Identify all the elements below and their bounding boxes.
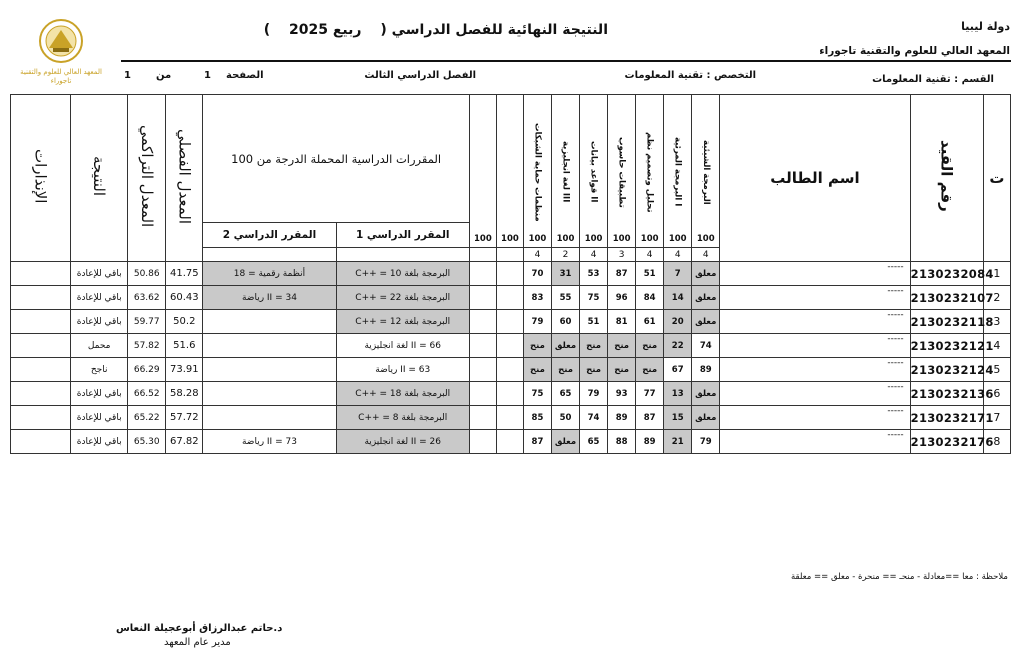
cell-grade-subject-2: 13: [664, 382, 692, 406]
header-index: [983, 95, 1010, 262]
subject-5-name: قواعد بيانات II: [588, 141, 599, 203]
cell-grade-subject-3: 89: [636, 430, 664, 454]
cell-grade-subject-3: 61: [636, 310, 664, 334]
cell-result: باقي للإعادة: [71, 262, 128, 286]
cell-reg-no: 2130232124: [910, 358, 983, 382]
cell-grade-subject-3: منح: [636, 334, 664, 358]
cell-gpa-cumulative: 63.62: [128, 286, 166, 310]
table-row: [11, 406, 1011, 430]
subject-header-6: [552, 95, 580, 248]
cell-grade-subject-7: منح: [523, 358, 551, 382]
page-number: 1: [204, 70, 211, 81]
cell-grade-subject-2: 7: [664, 262, 692, 286]
cell-carried-2: [203, 310, 336, 334]
cell-gpa-cumulative: 65.22: [128, 406, 166, 430]
cell-gpa-cumulative: 59.77: [128, 310, 166, 334]
cell-student-name: -----: [720, 406, 910, 430]
subject-header-2: [664, 95, 692, 248]
cell-carried-2: رياضة II = 34: [203, 286, 336, 310]
cell-extra-2: [496, 358, 523, 382]
cell-grade-subject-6: 31: [552, 262, 580, 286]
subject-4-credits: 3: [608, 248, 636, 262]
cell-grade-subject-2: 20: [664, 310, 692, 334]
cell-reg-no: 2130232107: [910, 286, 983, 310]
cell-index: 4: [983, 334, 1010, 358]
cell-result: ناجح: [71, 358, 128, 382]
subject-1-max: 100: [696, 234, 715, 244]
cell-index: 7: [983, 406, 1010, 430]
cell-carried-1: C++ = 12 البرمجة بلغة: [336, 310, 469, 334]
cell-student-name: -----: [720, 430, 910, 454]
cell-grade-subject-5: 65: [580, 430, 608, 454]
cell-carried-1: لغة انجليزية II = 26: [336, 430, 469, 454]
institute-logo: [20, 18, 102, 90]
report-season: ربيع 2025: [289, 22, 362, 38]
cell-carried-1: C++ = 8 البرمجة بلغة: [336, 406, 469, 430]
cell-extra-2: [496, 382, 523, 406]
cell-extra-1: [469, 358, 496, 382]
subject-header-4: [608, 95, 636, 248]
cell-extra-1: [469, 334, 496, 358]
header-rule: [121, 60, 1011, 62]
header-spacer-extra-2: [496, 248, 523, 262]
subject-2-max: 100: [668, 234, 687, 244]
cell-grade-subject-4: منح: [608, 334, 636, 358]
cell-warnings: [11, 430, 71, 454]
cell-index: 3: [983, 310, 1010, 334]
cell-grade-subject-2: 21: [664, 430, 692, 454]
table-row: [11, 358, 1011, 382]
cell-extra-1: [469, 430, 496, 454]
cell-warnings: [11, 310, 71, 334]
cell-gpa-semester: 50.2: [166, 310, 203, 334]
cell-reg-no: 2130232171: [910, 406, 983, 430]
report-title-text: النتيجة النهائية للفصل الدراسي (: [380, 22, 608, 38]
table-row: [11, 430, 1011, 454]
cell-grade-subject-3: 84: [636, 286, 664, 310]
cell-gpa-semester: 58.28: [166, 382, 203, 406]
cell-grade-subject-7: 70: [523, 262, 551, 286]
subject-6-max: 100: [556, 234, 575, 244]
subject-1-name: البرمجة الشيئية: [700, 139, 711, 205]
header-spacer-extra-1: [469, 248, 496, 262]
subject-6-name: لغة انجليزية III: [560, 141, 571, 203]
institute-name: المعهد العالي للعلوم والتقنية تاجوراء: [819, 45, 1010, 57]
cell-warnings: [11, 262, 71, 286]
specialization: [625, 70, 756, 81]
signer-name: د.حاتم عبدالرزاق أبوعجيلة النعاس: [116, 623, 283, 634]
cell-carried-2: [203, 358, 336, 382]
cell-grade-subject-5: 51: [580, 310, 608, 334]
header-extra-max-1: 100: [469, 95, 496, 248]
cell-reg-no: 2130232136: [910, 382, 983, 406]
header-reg-no-label: رقم القيد: [937, 140, 956, 212]
cell-result: محمل: [71, 334, 128, 358]
cell-grade-subject-4: 89: [608, 406, 636, 430]
cell-grade-subject-5: منح: [580, 334, 608, 358]
cell-extra-2: [496, 286, 523, 310]
header-student-name-label: اسم الطالب: [770, 169, 860, 187]
specialization-value: تقنية المعلومات: [624, 70, 704, 81]
cell-carried-2: [203, 406, 336, 430]
cell-grade-subject-6: 50: [552, 406, 580, 430]
cell-result: باقي للإعادة: [71, 382, 128, 406]
header-extra-max-2: 100: [496, 95, 523, 248]
subject-1-credits: 4: [692, 248, 720, 262]
header-carried-1-label: المقرر الدراسي 1: [355, 229, 450, 241]
cell-gpa-semester: 73.91: [166, 358, 203, 382]
cell-grade-subject-6: معلق: [552, 334, 580, 358]
header-student-name: [720, 95, 910, 262]
country-name: دولة ليبيا: [961, 20, 1010, 33]
cell-grade-subject-7: 87: [523, 430, 551, 454]
cell-grade-subject-2: 15: [664, 406, 692, 430]
subject-header-1: [692, 95, 720, 248]
student-rows: [11, 262, 1011, 454]
cell-grade-subject-1: معلق: [692, 310, 720, 334]
cell-grade-subject-4: 87: [608, 262, 636, 286]
cell-student-name: -----: [720, 358, 910, 382]
cell-grade-subject-1: معلق: [692, 382, 720, 406]
specialization-label: التخصص :: [706, 70, 756, 81]
cell-index: 8: [983, 430, 1010, 454]
cell-grade-subject-1: 79: [692, 430, 720, 454]
department-value: تقنية المعلومات: [872, 74, 951, 85]
cell-result: باقي للإعادة: [71, 310, 128, 334]
cell-carried-2: [203, 334, 336, 358]
cell-grade-subject-1: 89: [692, 358, 720, 382]
cell-reg-no: 2130232121: [910, 334, 983, 358]
subject-5-credits: 4: [580, 248, 608, 262]
cell-grade-subject-2: 22: [664, 334, 692, 358]
header-gpa-semester-label: المعدل الفصلي: [175, 128, 194, 224]
subject-4-max: 100: [612, 234, 631, 244]
subject-7-name: منظمات حماية الشبكات: [532, 122, 543, 222]
cell-student-name: -----: [720, 286, 910, 310]
cell-grade-subject-1: 74: [692, 334, 720, 358]
header-result-label: النتيجة: [90, 155, 109, 197]
cell-grade-subject-7: 75: [523, 382, 551, 406]
department-label: القسم :: [954, 74, 994, 85]
cell-warnings: [11, 382, 71, 406]
cell-grade-subject-7: منح: [523, 334, 551, 358]
cell-reg-no: 2130232118: [910, 310, 983, 334]
cell-warnings: [11, 286, 71, 310]
cell-warnings: [11, 334, 71, 358]
cell-grade-subject-4: 88: [608, 430, 636, 454]
cell-grade-subject-6: 65: [552, 382, 580, 406]
cell-carried-2: رياضة II = 73: [203, 430, 336, 454]
cell-gpa-cumulative: 66.52: [128, 382, 166, 406]
cell-extra-2: [496, 334, 523, 358]
header-result: [71, 95, 128, 262]
cell-grade-subject-5: منح: [580, 358, 608, 382]
cell-grade-subject-4: 81: [608, 310, 636, 334]
table-row: [11, 286, 1011, 310]
cell-grade-subject-7: 83: [523, 286, 551, 310]
signer-title: مدير عام المعهد: [164, 637, 231, 648]
cell-student-name: -----: [720, 334, 910, 358]
subject-7-max: 100: [528, 234, 547, 244]
subject-3-credits: 4: [636, 248, 664, 262]
cell-index: 2: [983, 286, 1010, 310]
cell-result: باقي للإعادة: [71, 430, 128, 454]
header-gpa-cumulative: [128, 95, 166, 262]
header-carried-1: [336, 223, 469, 248]
cell-index: 5: [983, 358, 1010, 382]
cell-carried-1: C++ = 22 البرمجة بلغة: [336, 286, 469, 310]
cell-gpa-semester: 67.82: [166, 430, 203, 454]
header-gpa-semester: [166, 95, 203, 262]
cell-grade-subject-3: 87: [636, 406, 664, 430]
cell-reg-no: 2130232084: [910, 262, 983, 286]
header-spacer-carried-2: [203, 248, 336, 262]
department: [872, 74, 994, 85]
cell-extra-2: [496, 310, 523, 334]
logo-text-1: المعهد العالي للعلوم والتقنية: [20, 68, 102, 76]
cell-gpa-semester: 41.75: [166, 262, 203, 286]
header-carried-2-label: المقرر الدراسي 2: [222, 229, 317, 241]
cell-grade-subject-7: 85: [523, 406, 551, 430]
cell-grade-subject-6: 55: [552, 286, 580, 310]
cell-index: 6: [983, 382, 1010, 406]
cell-result: باقي للإعادة: [71, 406, 128, 430]
logo-text-2: تاجوراء: [50, 77, 72, 85]
subject-7-credits: 4: [523, 248, 551, 262]
report-title-close: ): [263, 22, 271, 38]
grading-note: ملاحظة : معا ==معادلة - منحـ == منحرة - معلق == معلقة: [790, 572, 1008, 582]
header-warnings: [11, 95, 71, 262]
cell-grade-subject-5: 75: [580, 286, 608, 310]
cell-gpa-cumulative: 50.86: [128, 262, 166, 286]
subject-4-name: تطبيقات حاسوب: [616, 136, 627, 208]
cell-grade-subject-3: 51: [636, 262, 664, 286]
header-carried-label: المقررات الدراسية المحملة الدرجة من 100: [231, 151, 442, 166]
cell-carried-2: [203, 382, 336, 406]
cell-grade-subject-3: 77: [636, 382, 664, 406]
cell-grade-subject-4: 93: [608, 382, 636, 406]
page-label: الصفحة: [226, 70, 264, 81]
subject-3-name: تحليل وتصميم نظم: [644, 131, 655, 213]
cell-grade-subject-2: 14: [664, 286, 692, 310]
cell-extra-2: [496, 406, 523, 430]
header-carried: [203, 95, 470, 223]
cell-grade-subject-6: 60: [552, 310, 580, 334]
cell-carried-2: أنظمة رقمية = 18: [203, 262, 336, 286]
table-row: [11, 334, 1011, 358]
header-gpa-cumulative-label: المعدل التراكمي: [137, 124, 156, 228]
subject-header-7: [523, 95, 551, 248]
cell-index: 1: [983, 262, 1010, 286]
header-index-label: ت: [989, 169, 1005, 187]
subject-header-3: [636, 95, 664, 248]
cell-grade-subject-5: 74: [580, 406, 608, 430]
cell-extra-1: [469, 262, 496, 286]
cell-result: باقي للإعادة: [71, 286, 128, 310]
header-carried-2: [203, 223, 336, 248]
cell-extra-1: [469, 382, 496, 406]
cell-grade-subject-3: منح: [636, 358, 664, 382]
of-label: من: [156, 70, 172, 81]
cell-grade-subject-1: معلق: [692, 406, 720, 430]
results-table: [10, 94, 1011, 461]
cell-grade-subject-5: 79: [580, 382, 608, 406]
cell-reg-no: 2130232176: [910, 430, 983, 454]
cell-gpa-semester: 57.72: [166, 406, 203, 430]
cell-extra-1: [469, 406, 496, 430]
cell-carried-1: C++ = 18 البرمجة بلغة: [336, 382, 469, 406]
cell-carried-1: لغة انجليزية II = 66: [336, 334, 469, 358]
cell-grade-subject-4: 96: [608, 286, 636, 310]
cell-gpa-semester: 51.6: [166, 334, 203, 358]
subject-6-credits: 2: [552, 248, 580, 262]
cell-gpa-semester: 60.43: [166, 286, 203, 310]
subject-3-max: 100: [640, 234, 659, 244]
cell-extra-2: [496, 262, 523, 286]
cell-warnings: [11, 358, 71, 382]
header-warnings-label: الإنذارات: [31, 148, 50, 204]
cell-carried-1: C++ = 10 البرمجة بلغة: [336, 262, 469, 286]
header-reg-no: [910, 95, 983, 262]
cell-grade-subject-4: منح: [608, 358, 636, 382]
cell-extra-1: [469, 286, 496, 310]
table-row: [11, 382, 1011, 406]
table-row: [11, 262, 1011, 286]
semester-label: الفصل الدراسي الثالث: [364, 70, 476, 81]
cell-student-name: -----: [720, 310, 910, 334]
header-spacer-carried-1: [336, 248, 469, 262]
cell-grade-subject-6: معلق: [552, 430, 580, 454]
cell-carried-1: رياضة II = 63: [336, 358, 469, 382]
total-pages: 1: [124, 70, 131, 81]
cell-gpa-cumulative: 65.30: [128, 430, 166, 454]
cell-extra-1: [469, 310, 496, 334]
cell-student-name: -----: [720, 262, 910, 286]
subject-2-credits: 4: [664, 248, 692, 262]
cell-gpa-cumulative: 57.82: [128, 334, 166, 358]
logo-emblem-icon: [31, 18, 91, 64]
cell-extra-2: [496, 430, 523, 454]
cell-grade-subject-7: 79: [523, 310, 551, 334]
subject-5-max: 100: [584, 234, 603, 244]
cell-warnings: [11, 406, 71, 430]
cell-grade-subject-2: 67: [664, 358, 692, 382]
cell-grade-subject-6: منح: [552, 358, 580, 382]
cell-student-name: -----: [720, 382, 910, 406]
report-title: [248, 22, 608, 38]
cell-grade-subject-1: معلق: [692, 286, 720, 310]
cell-grade-subject-5: 53: [580, 262, 608, 286]
table-row: [11, 310, 1011, 334]
cell-grade-subject-1: معلق: [692, 262, 720, 286]
subject-2-name: البرمجة المرئية I: [672, 137, 683, 207]
subject-header-5: [580, 95, 608, 248]
cell-gpa-cumulative: 66.29: [128, 358, 166, 382]
